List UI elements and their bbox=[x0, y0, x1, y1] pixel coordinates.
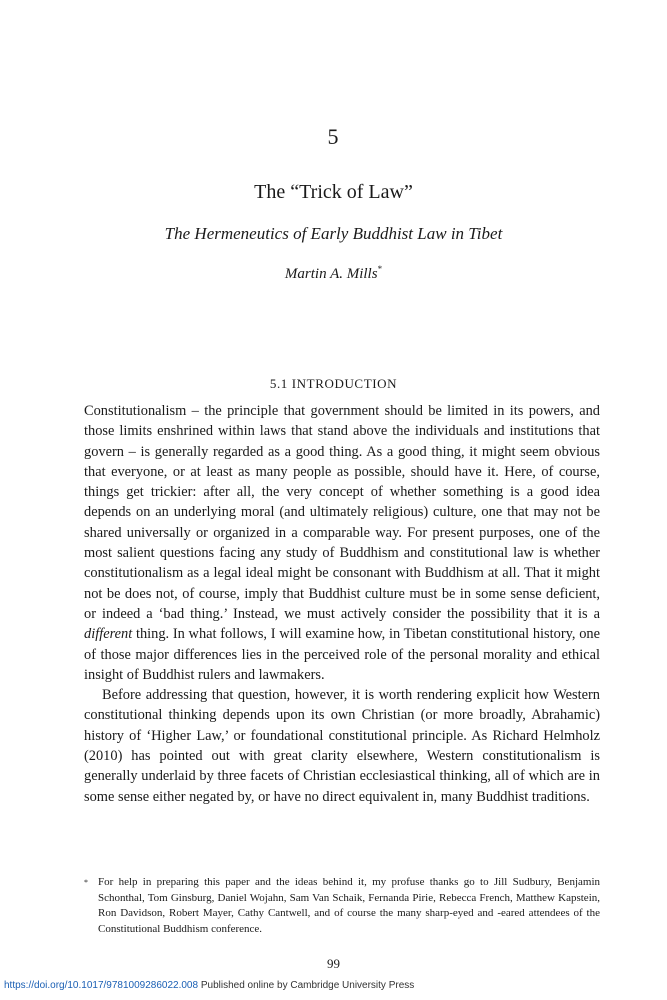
doi-publisher-text: Published online by Cambridge University Press bbox=[200, 980, 415, 991]
page-number: 99 bbox=[327, 956, 340, 971]
paragraph-2: Before addressing that question, however, it is worth rendering explicit how Western constitutional thinking depends upon its own Christian (or more broadly, Abrahamic) history of ‘Higher Law,’ or foundational constitutional principle. As Richard Helmholz (2010) has pointed out with great clarity elsewhere, Western constitutionalism is generally underlaid by three facets of Christian ecclesiastical thinking, all of which are in some sense either negated by, or have no direct equivalent in, many Buddhist traditions. bbox=[84, 687, 600, 805]
section-heading: 5.1 INTRODUCTION bbox=[269, 376, 398, 391]
footnote-mark: * bbox=[84, 878, 88, 887]
author-footnote-mark[interactable]: * bbox=[377, 264, 383, 274]
doi-line bbox=[4, 980, 414, 991]
footnote bbox=[84, 875, 600, 937]
author-line bbox=[0, 264, 667, 283]
doi-link[interactable]: https://doi.org/10.1017/9781009286022.008 bbox=[4, 980, 199, 991]
body-text bbox=[84, 401, 600, 807]
paragraph-1-emphasis: different bbox=[84, 626, 133, 643]
paragraph-1 bbox=[84, 401, 600, 685]
chapter-subtitle: The Hermeneutics of Early Buddhist Law in Tibet bbox=[164, 224, 503, 243]
chapter-title: The “Trick of Law” bbox=[254, 181, 413, 203]
footnote-text: For help in preparing this paper and the ideas behind it, my profuse thanks go to Jill Sudbury, Benjamin Schonthal, Tom Ginsburg, Daniel Wojahn, Sam Van Schaik, Fernanda Pirie, Rebecca French, Matthew Kapstein, Ron Davidson, Robert Mayer, Cathy Cantwell, and of course the many sharp-eyed and -eared attendees of the Constitutional Buddhism conference. bbox=[98, 876, 600, 935]
chapter-number: 5 bbox=[327, 124, 340, 149]
author-name: Martin A. Mills bbox=[284, 266, 378, 282]
paragraph-1-part-a: Constitutionalism – the principle that government should be limited in its powers, and those limits enshrined within laws that stand above the individuals and institutions that govern – is generally regarded as a good thing. As a good thing, it might seem obvious that everyone, or at least as many people as possible, should have it. Here, of course, things get trickier: after all, the very concept of whether something is a good idea depends on an underlying moral (and ultimately religious) culture, one that may not be shared universally or organized in a comparable way. For present purposes, one of the most salient questions facing any study of Buddhism and constitutional law is whether constitutionalism as a legal ideal might be consonant with Buddhism at all. That it might not be does not, of course, imply that Buddhist culture must be in some sense deficient, or indeed a ‘bad thing.’ Instead, we must actively consider the possibility that it is a bbox=[84, 403, 600, 622]
paragraph-1-part-b: thing. In what follows, I will examine how, in Tibetan constitutional history, one of those major differences lies in the perceived role of the personal morality and ethical insight of Buddhist rulers and lawmakers. bbox=[84, 626, 600, 683]
